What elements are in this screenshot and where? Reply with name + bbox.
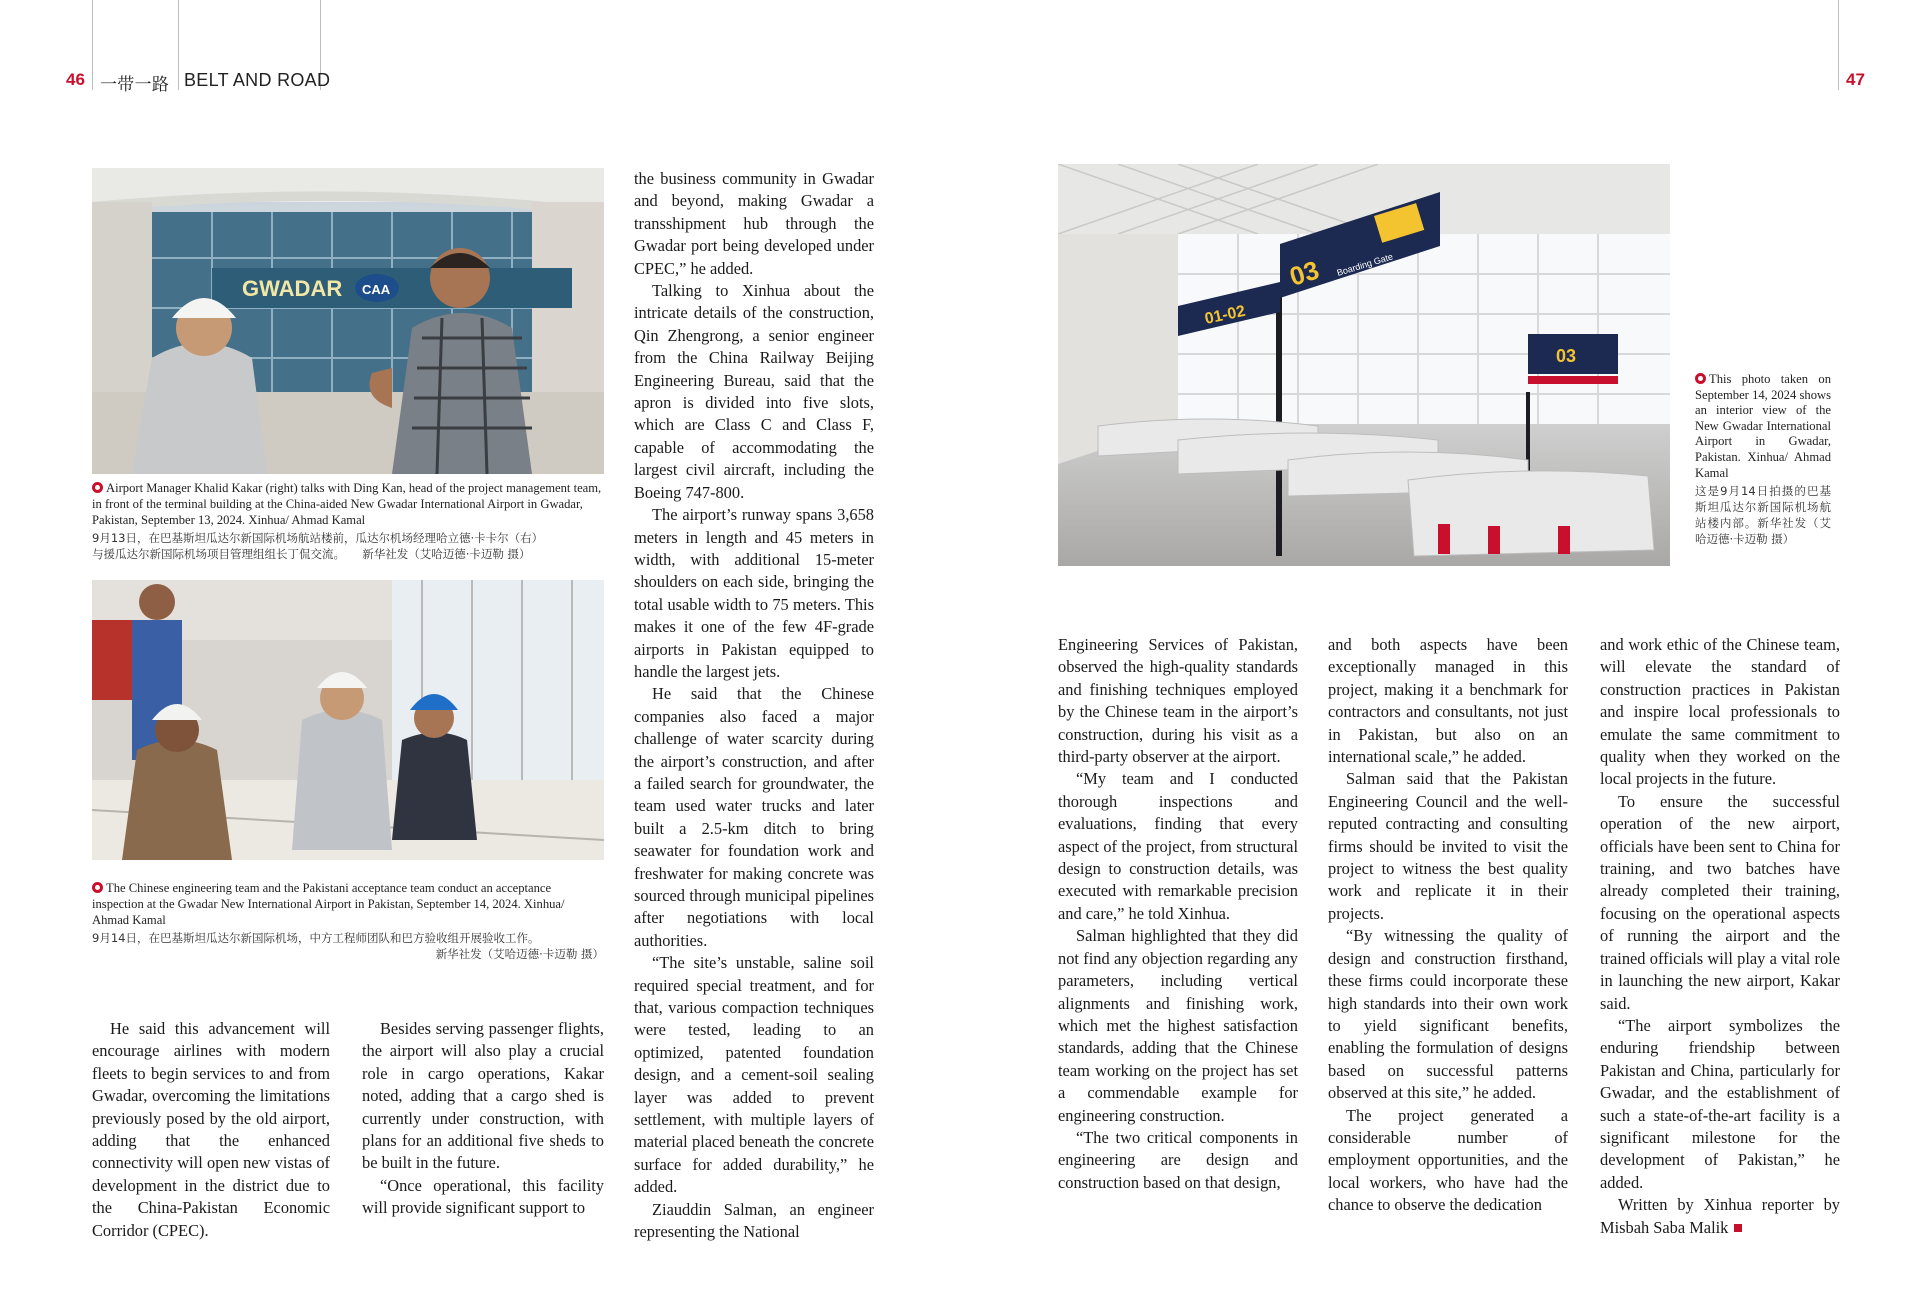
section-title-cn: 一带一路 xyxy=(100,75,170,95)
left-page-number: 46 xyxy=(66,70,85,89)
end-mark-icon xyxy=(1734,1224,1742,1232)
photo-terminal-exterior-image xyxy=(92,168,604,474)
paragraph-continued: Engineering Services of Pakistan, observed the high-quality standards and finishing techniques employed by the Chinese team in the airport’s construction, during his visit as a third-party observer at the airport. xyxy=(1058,635,1298,767)
paragraph: “By witnessing the quality of design and construction firsthand, these firms could incorporate these high standards into their own work to yield significant benefits, enabling the formulation of designs based on successful patterns observed at this site,” he added. xyxy=(1328,926,1568,1103)
caption-photo3-zh: 这是9月14日拍摄的巴基斯坦瓜达尔新国际机场航站楼内部。新华社发（艾哈迈德·卡迈勒 摄） xyxy=(1695,484,1831,547)
photo-acceptance-inspection-image xyxy=(92,580,604,860)
paragraph: To ensure the successful operation of the new airport, officials have been sent to China for training, and two batches have already completed their training, focusing on the operational aspects of running the airport and the trained officials will play a vital role in launching the new airport, Kakar said. xyxy=(1600,791,1840,1013)
caption-photo1-zh-line1: 9月13日，在巴基斯坦瓜达尔新国际机场航站楼前，瓜达尔机场经理哈立德·卡卡尔（右） xyxy=(92,531,544,545)
paragraph: “The airport symbolizes the enduring friendship between Pakistan and China, particularly for Gwadar, and the establishment of such a state-of-the-art facility is a significant milestone for the development of Pakistan,” he added. xyxy=(1600,1015,1840,1192)
caption-photo2-zh-line1: 9月14日，在巴基斯坦瓜达尔新国际机场，中方工程师团队和巴方验收组开展验收工作。 xyxy=(92,931,540,945)
caption-photo1 xyxy=(92,480,604,562)
photo-terminal-exterior xyxy=(92,168,604,474)
article-right-column-2 xyxy=(1328,634,1568,1217)
paragraph: The airport’s runway spans 3,658 meters in length and 45 meters in width, with additional 15-meter shoulders on each side, bringing the total usable width to 75 meters. This makes it one of the few 4F-grade airports in Pakistan equipped to handle the largest jets. xyxy=(634,505,874,681)
paragraph: Salman highlighted that they did not find any objection regarding any parameters, including vertical alignments and finishing work, which met the highest satisfaction standards, adding that the Chinese team working on the project has set a commendable example for engineering construction. xyxy=(1058,926,1298,1125)
caption-photo1-zh-line2: 与援瓜达尔新国际机场项目管理组组长丁侃交流。 新华社发（艾哈迈德·卡迈勒 摄） xyxy=(92,547,531,561)
paragraph: Salman said that the Pakistan Engineering Council and the well-reputed contracting and consulting firms should be invited to visit the project to witness the best quality work and replicate it in their projects. xyxy=(1328,769,1568,923)
paragraph-continued: the business community in Gwadar and beyond, making Gwadar a transshipment hub through the Gwadar port being developed under CPEC,” he added. xyxy=(634,169,874,278)
caption-photo2-en: The Chinese engineering team and the Pakistani acceptance team conduct an acceptance inspection at the Gwadar New International Airport in Pakistan, September 14, 2024. Xinhua/ Ahmad Kamal xyxy=(92,881,565,927)
caption-photo1-en: Airport Manager Khalid Kakar (right) talks with Ding Kan, head of the project management team, in front of the terminal building at the China-aided New Gwadar International Airport in Gwadar, Pakistan, September 13, 2024. Xinhua/ Ahmad Kamal xyxy=(92,481,602,527)
paragraph-continued: and both aspects have been exceptionally managed in this project, making it a benchmark for contractors and consultants, not just in Pakistan, but also on an international scale,” he added. xyxy=(1328,635,1568,767)
photo-acceptance-inspection xyxy=(92,580,604,860)
byline-text: Written by Xinhua reporter by Misbah Saba Malik xyxy=(1600,1195,1840,1237)
paragraph-continued: and work ethic of the Chinese team, will elevate the standard of construction practices in Pakistan and inspire local professionals to emulate the same commitment to quality when they worked on the local projects in the future. xyxy=(1600,635,1840,789)
camera-icon xyxy=(92,482,103,493)
caption-photo2-zh-line2: 新华社发（艾哈迈德·卡迈勒 摄） xyxy=(435,947,604,961)
photo-terminal-interior xyxy=(1058,164,1670,566)
section-title-en: BELT AND ROAD xyxy=(184,70,331,90)
header-rule-left-2 xyxy=(178,0,179,90)
paragraph: He said that the Chinese companies also faced a major challenge of water scarcity during the airport’s construction, and after a failed search for groundwater, the team used water trucks and later built a 2.5-km ditch to bring seawater for foundation work and freshwater for making concrete was sourced through municipal pipelines after negotiations with local authorities. xyxy=(634,684,874,950)
article-left-column-1 xyxy=(92,1018,330,1242)
article-left-column-3 xyxy=(634,168,874,1244)
header-rule-left-1 xyxy=(92,0,93,90)
paragraph: Besides serving passenger flights, the airport will also play a crucial role in cargo operations, Kakar noted, adding that a cargo shed is currently under construction, with plans for an additional five sheds to be built in the future. xyxy=(362,1019,604,1173)
caption-photo2 xyxy=(92,880,604,962)
article-left-column-2 xyxy=(362,1018,604,1220)
paragraph: The project generated a considerable number of employment opportunities, and the local workers, who have had the chance to observe the dedication xyxy=(1328,1105,1568,1215)
camera-icon xyxy=(1695,373,1706,384)
gwadar-sign-text: GWADAR xyxy=(242,276,343,301)
paragraph: Talking to Xinhua about the intricate details of the construction, Qin Zhengrong, a senior engineer from the China Railway Beijing Engineering Bureau, said that the apron is divided into five slots, which are Class C and Class F, capable of accommodating the largest civil aircraft, including the Boeing 747-800. xyxy=(634,281,874,502)
paragraph: “The two critical components in engineering are design and construction based on that design, xyxy=(1058,1127,1298,1192)
camera-icon xyxy=(92,882,103,893)
gate-01-02-sign: 01-02 xyxy=(1203,302,1247,328)
gate-number-sign: 03 xyxy=(1285,254,1323,292)
photo-terminal-interior-image xyxy=(1058,164,1670,566)
paragraph: “The site’s unstable, saline soil required special treatment, and for that, various compaction techniques were tested, leading to an optimized, patented foundation design, and a cement-soil sealing layer was added to prevent settlement, with multiple layers of material placed beneath the concrete surface for added durability,” he added. xyxy=(634,953,874,1197)
caption-photo3 xyxy=(1695,372,1831,547)
paragraph: He said this advancement will encourage airlines with modern fleets to begin services to and from Gwadar, overcoming the limitations previously posed by the old airport, adding that the enhanced connectivity will open new vistas of development in the district due to the China-Pakistan Economic Corridor (CPEC). xyxy=(92,1019,330,1240)
caa-logo-text: CAA xyxy=(362,282,391,297)
byline xyxy=(1600,1194,1840,1239)
paragraph: “My team and I conducted thorough inspections and evaluations, finding that every aspect of the project, from structural design to construction details, was executed with remarkable precision and care,” he told Xinhua. xyxy=(1058,769,1298,923)
gate-03-small-sign: 03 xyxy=(1556,346,1577,366)
header-rule-right xyxy=(1838,0,1839,90)
paragraph: “Once operational, this facility will provide significant support to xyxy=(362,1175,604,1218)
right-page-number: 47 xyxy=(1846,70,1865,89)
caption-photo3-en: This photo taken on September 14, 2024 shows an interior view of the New Gwadar International Airport in Gwadar, Pakistan. Xinhua/ Ahmad Kamal xyxy=(1695,372,1831,480)
article-right-column-1 xyxy=(1058,634,1298,1194)
boarding-gate-subtext: Boarding Gate xyxy=(1335,251,1395,278)
article-right-column-3 xyxy=(1600,634,1840,1239)
paragraph: Ziauddin Salman, an engineer representing the National xyxy=(634,1199,874,1242)
